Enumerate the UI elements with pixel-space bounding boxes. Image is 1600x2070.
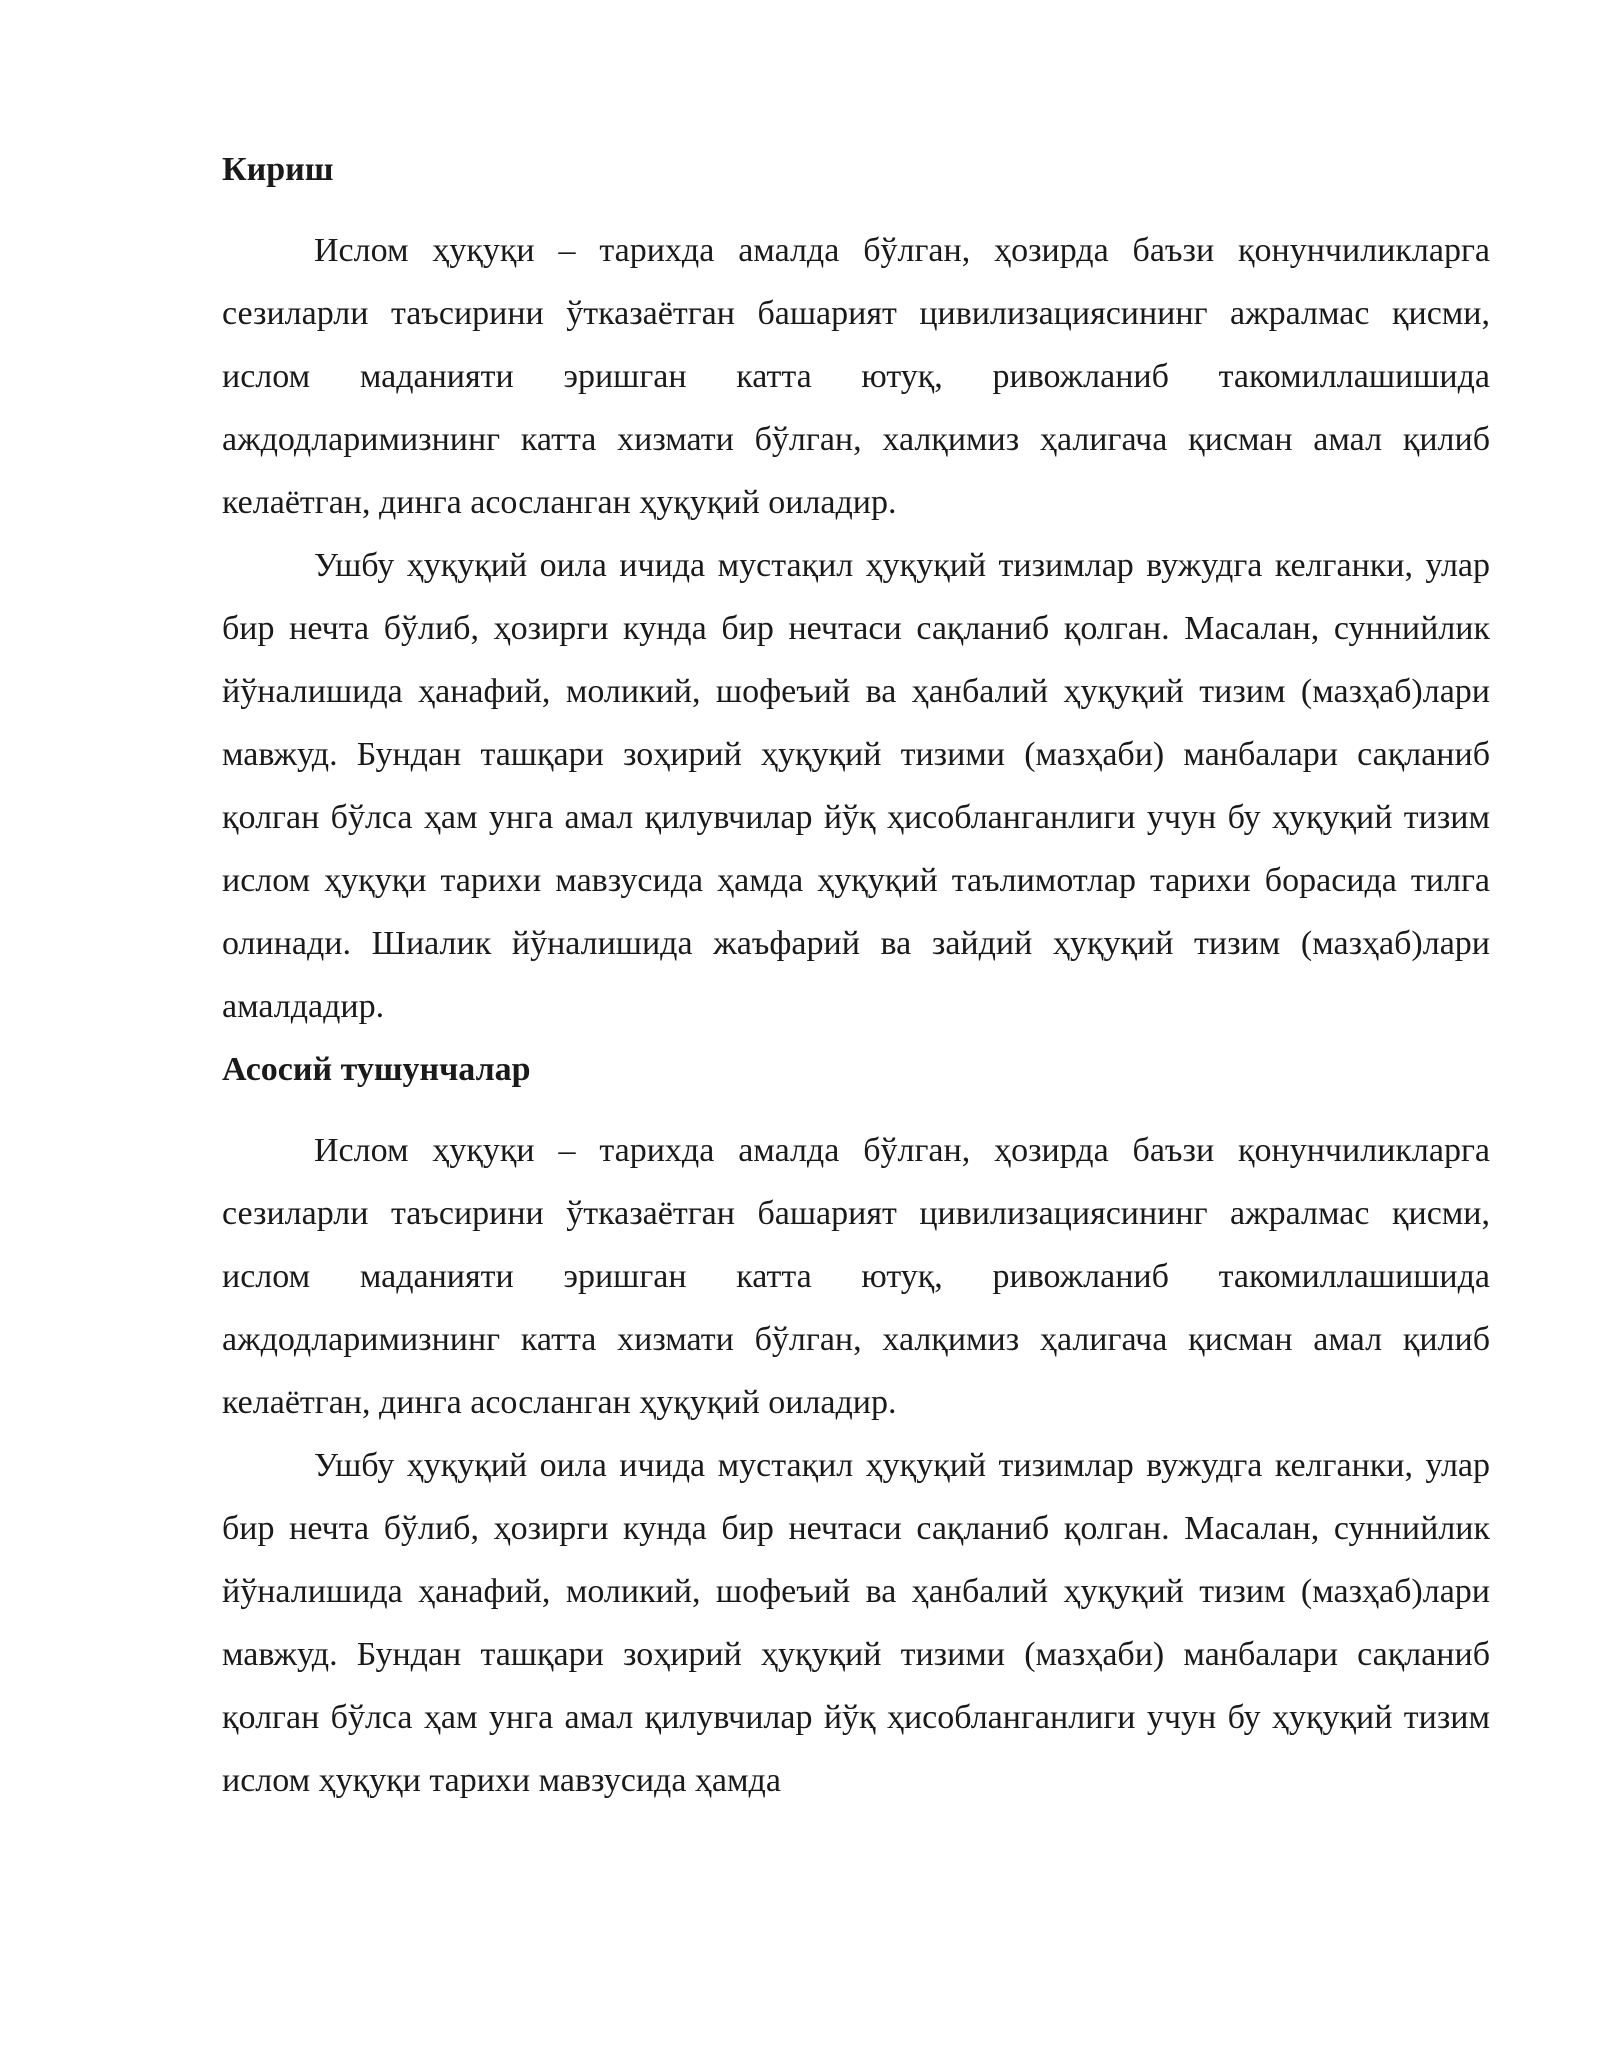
paragraph: Ушбу ҳуқуқий оила ичида мустақил ҳуқуқий тизимлар вужудга келганки, улар бир нечта бўлиб, ҳозирги кунда бир нечтаси сақланиб қолган. Масалан, суннийлик йўналишида ҳанафий, моликий, шофеъий ва ҳанбалий ҳуқуқий тизим (мазҳаб)лари мавжуд. Бундан ташқари зоҳирий ҳуқуқий тизими (мазҳаби) манбалари сақланиб қолган бўлса ҳам унга амал қилувчилар йўқ ҳисобланганлиги учун бу ҳуқуқий тизим ислом ҳуқуқи тарихи мавзусида ҳамда ҳуқуқий таълимотлар тарихи борасида тилга олинади. Шиалик йўналишида жаъфарий ва зайдий ҳуқуқий тизим (мазҳаб)лари амалдадир. [222, 547, 1490, 1025]
section-heading-basic-concepts: Асосий тушунчалар [222, 1051, 531, 1088]
paragraph: Ислом ҳуқуқи – тарихда амалда бўлган, ҳозирда баъзи қонунчиликларга сезиларли таъсирини ўтказаётган башарият цивилизациясининг ажралмас қисми, ислом маданияти эришган катта ютуқ, ривожланиб такомиллашишида аждодларимизнинг катта хизмати бўлган, халқимиз ҳалигача қисман амал қилиб келаётган, динга асосланган ҳуқуқий оиладир. [222, 232, 1490, 521]
section-heading-introduction: Кириш [222, 151, 334, 188]
paragraph: Ушбу ҳуқуқий оила ичида мустақил ҳуқуқий тизимлар вужудга келганки, улар бир нечта бўлиб, ҳозирги кунда бир нечтаси сақланиб қолган. Масалан, суннийлик йўналишида ҳанафий, моликий, шофеъий ва ҳанбалий ҳуқуқий тизим (мазҳаб)лари мавжуд. Бундан ташқари зоҳирий ҳуқуқий тизими (мазҳаби) манбалари сақланиб қолган бўлса ҳам унга амал қилувчилар йўқ ҳисобланганлиги учун бу ҳуқуқий тизим ислом ҳуқуқи тарихи мавзусида ҳамда [222, 1447, 1490, 1799]
paragraph: Ислом ҳуқуқи – тарихда амалда бўлган, ҳозирда баъзи қонунчиликларга сезиларли таъсирини ўтказаётган башарият цивилизациясининг ажралмас қисми, ислом маданияти эришган катта ютуқ, ривожланиб такомиллашишида аждодларимизнинг катта хизмати бўлган, халқимиз ҳалигача қисман амал қилиб келаётган, динга асосланган ҳуқуқий оиладир. [222, 1132, 1490, 1421]
